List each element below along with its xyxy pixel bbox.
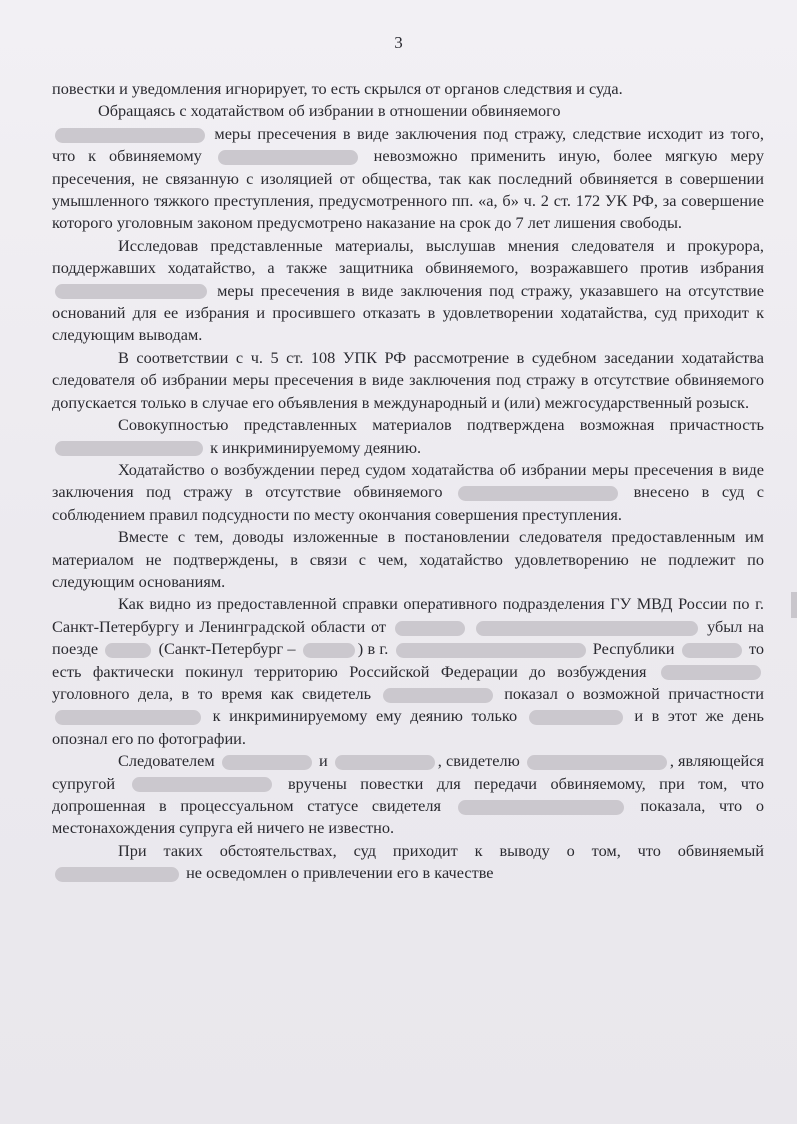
redaction-mark	[218, 150, 358, 165]
paragraph-1: повестки и уведомления игнорирует, то есть скрылся от органов следствия и суда.	[52, 79, 623, 98]
paragraph-9: Следователем и , свидетелю , являющейся супругой вручены повестки для передачи обвиняемому, при том, что допрошенная в процессуальном статусе свидетеля показала, что о местонахождения супруга ей ничего не известно.	[52, 751, 764, 838]
redaction-mark	[529, 710, 623, 725]
redaction-mark	[661, 665, 761, 680]
redaction-mark	[303, 643, 355, 658]
paragraph-2: Обращаясь с ходатайством об избрании в отношении обвиняемого меры пресечения в виде заключения под стражу, следствие исходит из того, что к обвиняемому невозможно применить иную, более мягкую меру пресечения, не связанную с изоляцией от общества, так как последний обвиняется в совершении умышленного тяжкого преступления, предусмотренного пп. «а, б» ч. 2 ст. 172 УК РФ, за совершение которого уголовным законом предусмотрено наказание на срок до 7 лет лишения свободы.	[52, 101, 764, 233]
redaction-mark	[55, 867, 179, 882]
redaction-mark	[55, 128, 205, 143]
redaction-mark	[55, 284, 207, 299]
page-number: 3	[394, 33, 403, 52]
paragraph-4: В соответствии с ч. 5 ст. 108 УПК РФ рассмотрение в судебном заседании ходатайства следователя об избрании меры пресечения в виде заключения под стражу в отсутствие обвиняемого допускается только в случае его объявления в международный и (или) межгосударственный розыск.	[52, 347, 764, 412]
page-edge-mark	[791, 592, 797, 618]
redaction-mark	[458, 486, 618, 501]
redaction-mark	[527, 755, 667, 770]
paragraph-5: Совокупностью представленных материалов подтверждена возможная причастность к инкриминируемому деянию.	[52, 414, 764, 459]
redaction-mark	[396, 643, 586, 658]
paragraph-10: При таких обстоятельствах, суд приходит к выводу о том, что обвиняемый не осведомлен о привлечении его в качестве	[52, 840, 764, 885]
document-body	[52, 78, 764, 885]
paragraph-6: Ходатайство о возбуждении перед судом ходатайства об избрании меры пресечения в виде заключения под стражу в отсутствие обвиняемого внесено в суд с соблюдением правил подсудности по месту окончания совершения преступления.	[52, 459, 764, 524]
paragraph-7: Вместе с тем, доводы изложенные в постановлении следователя предоставленным им материалом не подтверждены, в связи с чем, ходатайство удовлетворению не подлежит по следующим основаниям.	[52, 527, 764, 591]
redaction-mark	[476, 621, 698, 636]
redaction-mark	[222, 755, 312, 770]
redaction-mark	[55, 710, 201, 725]
redaction-mark	[458, 800, 624, 815]
redaction-mark	[395, 621, 465, 636]
redaction-mark	[682, 643, 742, 658]
paragraph-8: Как видно из предоставленной справки оперативного подразделения ГУ МВД России по г. Санкт-Петербургу и Ленинградской области от убыл на поезде (Санкт-Петербург – ) в г. Республики то есть фактически покинул территорию Российской Федерации до возбуждения уголовного дела, в то время как свидетель показал о возможной причастности к инкриминируемому ему деянию только и в этот же день опознал его по фотографии.	[52, 594, 765, 748]
redaction-mark	[55, 441, 203, 456]
paragraph-3: Исследовав представленные материалы, выслушав мнения следователя и прокурора, поддержавших ходатайство, а также защитника обвиняемого, возражавшего против избрания меры пресечения в виде заключения под стражу, указавшего на отсутствие оснований для ее избрания и просившего отказать в удовлетворении ходатайства, суд приходит к следующим выводам.	[52, 235, 764, 345]
redaction-mark	[383, 688, 493, 703]
redaction-mark	[105, 643, 151, 658]
redaction-mark	[132, 777, 272, 792]
redaction-mark	[335, 755, 435, 770]
